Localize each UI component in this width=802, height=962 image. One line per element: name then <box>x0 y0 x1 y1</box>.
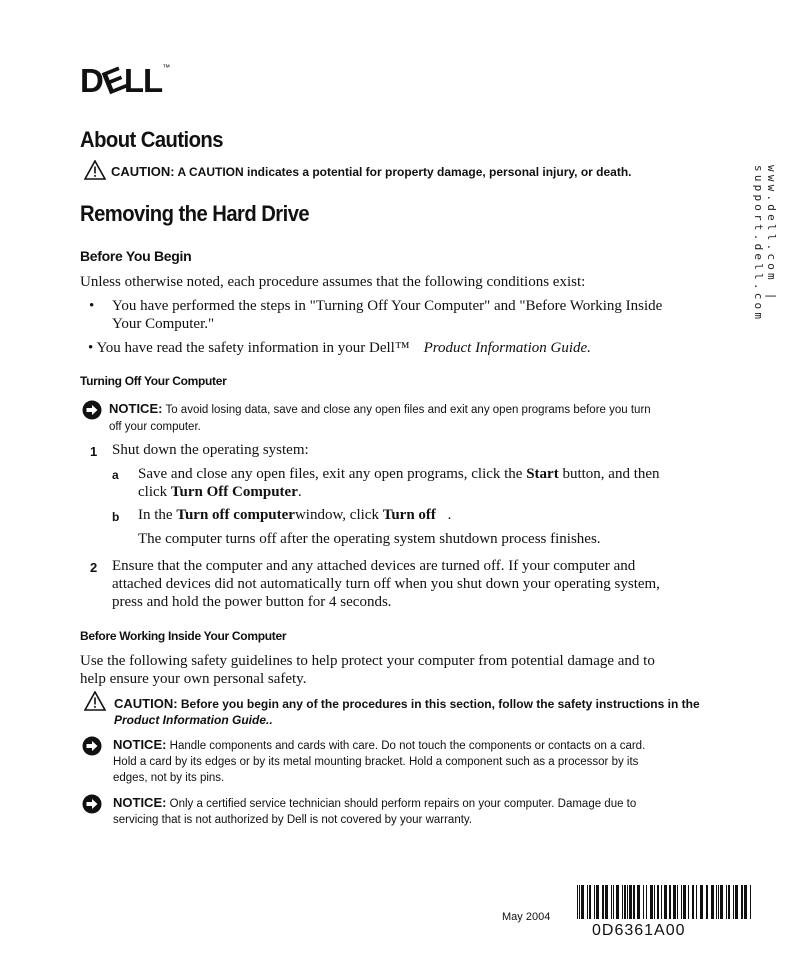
step-2-line-2: attached devices did not automatically turn off when you shut down your operating system, <box>112 576 660 592</box>
barcode-bar <box>654 885 655 919</box>
barcode-bar <box>633 885 635 919</box>
before-working-heading: Before Working Inside Your Computer <box>80 629 287 643</box>
caution-body: A CAUTION indicates a potential for property damage, personal injury, or death. <box>177 165 632 179</box>
barcode-bar <box>664 885 667 919</box>
step-1-number: 1 <box>90 444 98 459</box>
bullet-2 <box>88 339 591 357</box>
notice-2-line-2: servicing that is not authorized by Dell is not covered by your warranty. <box>113 814 473 826</box>
part-number: 0D6361A00 <box>592 922 686 939</box>
step-1-text: Shut down the operating system: <box>112 442 309 458</box>
caution-label: CAUTION: <box>114 696 178 711</box>
caution-line-1: Before you begin any of the procedures in this section, follow the safety instructions in the <box>180 697 700 711</box>
barcode-bar <box>579 885 580 919</box>
notice-1-line-2: Hold a card by its edges or by its metal mounting bracket. Hold a component such as a processor by its <box>113 756 639 768</box>
bullet-2-text: • You have read the safety information in your Dell™ <box>88 340 410 356</box>
before-you-begin-heading: Before You Begin <box>80 248 192 264</box>
barcode-bar <box>605 885 608 919</box>
sidebar-url: www.dell.com | support.dell.com <box>752 165 778 323</box>
barcode-bar <box>750 885 751 919</box>
barcode-bar <box>688 885 689 919</box>
step-a-letter: a <box>112 468 119 482</box>
barcode-bar <box>733 885 734 919</box>
barcode-bar <box>646 885 647 919</box>
barcode-bar <box>683 885 686 919</box>
caution-label: CAUTION: <box>111 164 175 179</box>
barcode-bar <box>696 885 697 919</box>
barcode-bar <box>744 885 747 919</box>
barcode-bar <box>700 885 703 919</box>
caution-triangle-icon <box>84 691 106 711</box>
barcode-bar <box>629 885 632 919</box>
notice-label: NOTICE: <box>109 401 163 416</box>
barcode-bar <box>643 885 644 919</box>
barcode-bar <box>650 885 653 919</box>
notice-1-line-1: Handle components and cards with care. Do not touch the components or contacts on a card. <box>169 740 646 752</box>
barcode <box>577 885 753 919</box>
before-working-caution <box>114 696 700 728</box>
barcode-bar <box>718 885 719 919</box>
step-b-mid: window, click <box>294 507 379 523</box>
barcode-bar <box>726 885 727 919</box>
barcode-bar <box>587 885 588 919</box>
bullet-1 <box>112 297 662 333</box>
barcode-bar <box>613 885 614 919</box>
step-2 <box>112 557 660 611</box>
barcode-bar <box>657 885 659 919</box>
notice-arrow-icon <box>82 794 102 814</box>
before-you-begin-intro: Unless otherwise noted, each procedure assumes that the following conditions exist: <box>80 274 586 290</box>
notice-1-line-3: edges, not by its pins. <box>113 772 225 784</box>
barcode-bar <box>596 885 599 919</box>
barcode-bar <box>711 885 714 919</box>
dell-logo: DELL™ <box>80 59 171 102</box>
barcode-bar <box>716 885 717 919</box>
bullet-1-line-2: Your Computer." <box>112 316 215 332</box>
notice-line-2: off your computer. <box>109 421 201 433</box>
turning-off-heading: Turning Off Your Computer <box>80 374 227 388</box>
main-heading: Removing the Hard Drive <box>80 201 310 226</box>
barcode-bar <box>637 885 640 919</box>
barcode-bar <box>673 885 676 919</box>
step-b-result: The computer turns off after the operating system shutdown process finishes. <box>138 531 601 547</box>
barcode-bar <box>611 885 612 919</box>
turn-off-button-ref: Turn off <box>382 507 436 523</box>
step-b <box>138 506 451 524</box>
notice-line-1: To avoid losing data, save and close any open files and exit any open programs before you turn <box>165 404 651 416</box>
start-button-ref: Start <box>526 466 559 482</box>
before-working-intro <box>80 652 655 688</box>
barcode-bar <box>681 885 682 919</box>
step-a-line-1-pre: Save and close any open files, exit any open programs, click the <box>138 466 523 482</box>
barcode-bar <box>735 885 738 919</box>
barcode-bar <box>728 885 730 919</box>
turning-off-notice <box>109 401 651 435</box>
product-info-guide-title: Product Information Guide. <box>423 340 591 356</box>
barcode-bar <box>741 885 743 919</box>
about-caution-text <box>111 164 632 180</box>
notice-2-label: NOTICE: <box>113 795 167 810</box>
step-b-pre: In the <box>138 507 173 523</box>
step-a-line-2-post: . <box>297 484 302 500</box>
step-a-line-1-post: button, and then <box>562 466 660 482</box>
caution-line-2: Product Information Guide.. <box>114 713 273 727</box>
step-b-letter: b <box>112 510 120 524</box>
step-a-line-2-pre: click <box>138 484 168 500</box>
notice-1 <box>113 737 645 786</box>
before-working-intro-line-2: help ensure your own personal safety. <box>80 671 307 687</box>
barcode-bar <box>669 885 671 919</box>
barcode-bar <box>616 885 619 919</box>
notice-arrow-icon <box>82 400 102 420</box>
step-b-post: . <box>447 507 452 523</box>
barcode-bar <box>602 885 604 919</box>
barcode-bar <box>581 885 584 919</box>
notice-1-label: NOTICE: <box>113 737 167 752</box>
barcode-bar <box>589 885 591 919</box>
notice-2 <box>113 795 636 828</box>
step-2-line-3: press and hold the power button for 4 seconds. <box>112 594 392 610</box>
barcode-bar <box>594 885 595 919</box>
before-working-intro-line-1: Use the following safety guidelines to help protect your computer from potential damage and to <box>80 653 655 669</box>
about-cautions-heading: About Cautions <box>80 127 223 152</box>
turn-off-computer-ref: Turn Off Computer <box>170 484 298 500</box>
step-a <box>138 465 660 501</box>
barcode-bar <box>692 885 694 919</box>
notice-2-line-1: Only a certified service technician should perform repairs on your computer. Damage due to <box>169 798 637 810</box>
barcode-bar <box>622 885 623 919</box>
bullet-1-line-1: You have performed the steps in "Turning Off Your Computer" and "Before Working Inside <box>112 298 663 314</box>
barcode-bar <box>706 885 708 919</box>
publication-date: May 2004 <box>502 911 551 923</box>
step-2-line-1: Ensure that the computer and any attached devices are turned off. If your computer and <box>112 558 636 574</box>
barcode-bar <box>661 885 662 919</box>
bullet-icon: • <box>89 298 95 314</box>
barcode-bar <box>624 885 626 919</box>
turn-off-window-ref: Turn off computer <box>176 507 295 523</box>
caution-triangle-icon <box>84 160 106 180</box>
barcode-bar <box>677 885 678 919</box>
barcode-bar <box>577 885 578 919</box>
step-2-number: 2 <box>90 560 98 575</box>
barcode-bar <box>627 885 628 919</box>
barcode-bar <box>720 885 723 919</box>
notice-arrow-icon <box>82 736 102 756</box>
